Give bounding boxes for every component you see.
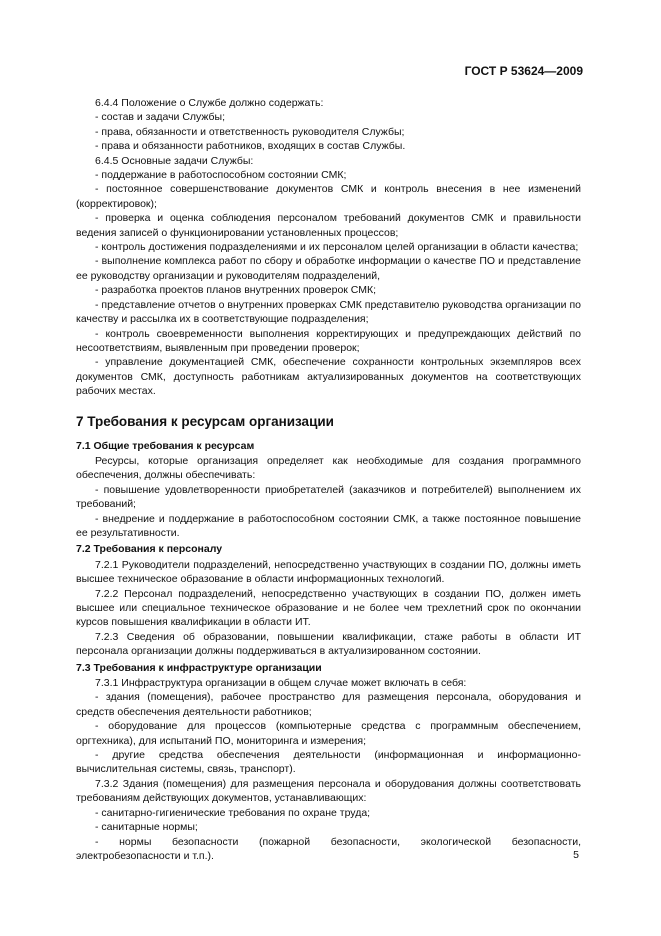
list-item: - права, обязанности и ответственность руководителя Службы; — [95, 125, 405, 138]
paragraph: 7.2.1 Руководители подразделений, непосредственно участвующих в создании ПО, должны иметь высшее техническое образование в области информационных технологий. — [76, 558, 581, 586]
subsection-heading: 7.2 Требования к персоналу — [76, 543, 223, 556]
subsection-heading: 7.1 Общие требования к ресурсам — [76, 439, 255, 452]
list-item: - внедрение и поддержание в работоспособном состоянии СМК, а также постоянное повышение ее результативности. — [76, 512, 581, 539]
section-heading: 7 Требования к ресурсам организации — [76, 413, 334, 429]
list-item: - повышение удовлетворенности приобретателей (заказчиков и потребителей) выполнением их требований; — [76, 483, 581, 511]
paragraph: 7.3.2 Здания (помещения) для размещения персонала и оборудования должны соответствовать требованиям действующих документов, устанавливающих: — [76, 777, 581, 805]
list-item: - другие средства обеспечения деятельности (информационная и информационно-вычислительная системы, связь, транспорт). — [76, 749, 581, 776]
list-item: - представление отчетов о внутренних проверках СМК представителю руководства организации по качеству и рассылка их в соответствующие подразделения; — [76, 298, 581, 326]
list-item: - поддержание в работоспособном состоянии СМК; — [95, 169, 347, 182]
list-item: - проверка и оценка соблюдения персоналом требований документов СМК и правильности ведения записей о функционировании установленных процессов; — [76, 212, 581, 239]
paragraph: 6.4.5 Основные задачи Службы: — [95, 154, 254, 167]
list-item: - контроль достижения подразделениями и их персоналом целей организации в области качества; — [95, 241, 579, 254]
list-item: - санитарные нормы; — [95, 821, 198, 834]
paragraph: 7.2.2 Персонал подразделений, непосредственно участвующих в создании ПО, должен иметь высшее или специальное техническое образование и не более чем трехлетний срок по окончании курсов повышения квалификации в области ИТ. — [76, 587, 581, 629]
list-item: - санитарно-гигиенические требования по охране труда; — [95, 806, 371, 819]
paragraph: Ресурсы, которые организация определяет как необходимые для создания программного обеспечения, должны обеспечивать: — [76, 454, 581, 482]
document-code: ГОСТ Р 53624—2009 — [464, 64, 583, 78]
list-item: - здания (помещения), рабочее пространство для размещения персонала, оборудования и средств обеспечения деятельности работников; — [76, 691, 581, 718]
paragraph: 6.4.4 Положение о Службе должно содержать: — [95, 97, 324, 109]
paragraph: 7.3.1 Инфраструктура организации в общем случае может включать в себя: — [95, 677, 467, 690]
list-item: - состав и задачи Службы; — [95, 111, 226, 124]
list-item: - выполнение комплекса работ по сбору и обработке информации о качестве ПО и представление ее руководству организации и руководителям подразделений, — [76, 255, 581, 282]
page-body — [76, 96, 581, 863]
list-item: - права и обязанности работников, входящих в состав Службы. — [95, 140, 406, 153]
subsection-heading: 7.3 Требования к инфраструктуре организации — [76, 661, 322, 674]
list-item: - постоянное совершенствование документов СМК и контроль внесения в нее изменений (корректировок); — [76, 183, 581, 210]
list-item: - контроль своевременности выполнения корректирующих и предупреждающих действий по несоответствиям, выявленным при проведении проверок; — [76, 327, 581, 354]
paragraph: 7.2.3 Сведения об образовании, повышении квалификации, стаже работы в области ИТ персонала организации должны поддерживаться в актуализированном состоянии. — [76, 630, 581, 658]
list-item: - разработка проектов планов внутренних проверок СМК; — [95, 284, 377, 297]
list-item: - нормы безопасности (пожарной безопасности, экологической безопасности, электробезопасности и т.п.). — [76, 835, 581, 862]
list-item: - управление документацией СМК, обеспечение сохранности контрольных экземпляров всех документов СМК, доступность работникам актуализированных документов на соответствующих рабочих местах. — [76, 356, 581, 398]
list-item: - оборудование для процессов (компьютерные средства с программным обеспечением, оргтехника), для испытаний ПО, мониторинга и измерения; — [76, 720, 581, 747]
page-number: 5 — [573, 849, 579, 861]
